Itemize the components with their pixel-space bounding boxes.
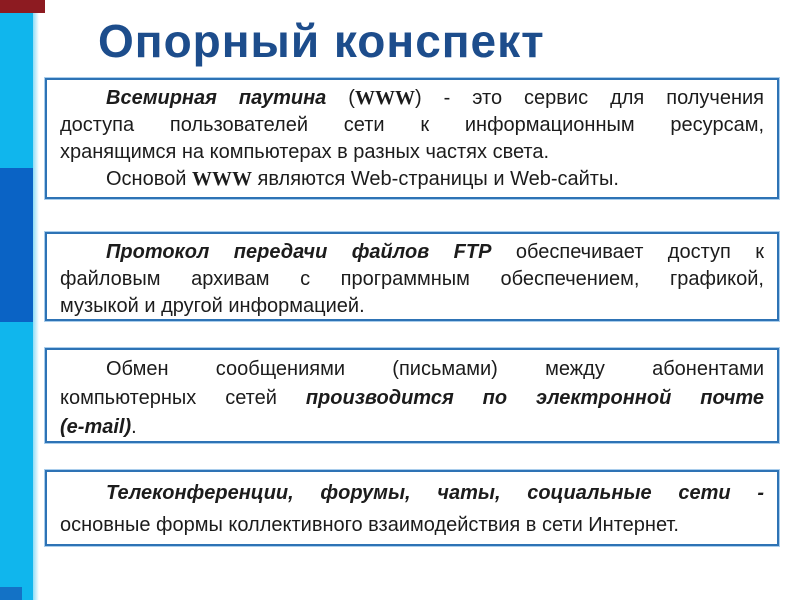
text-line — [60, 509, 764, 541]
text-box-forums — [45, 470, 779, 546]
text-segment-r: Обмен сообщениями (письмами) между абонентами — [106, 358, 764, 380]
text-segment-r: ) - это сервис для получения — [414, 87, 765, 109]
text-line — [60, 293, 764, 320]
text-line — [60, 85, 764, 112]
text-segment-r: доступа пользователей сети к информационным ресурсам, — [60, 114, 764, 136]
text-segment-r: компьютерных сетей — [60, 387, 306, 409]
text-segment-r: Основой — [106, 168, 192, 190]
text-segment-r: музыкой и другой информацией. — [60, 295, 365, 317]
text-box-email — [45, 348, 779, 443]
text-segment-bi: (e-mail) — [60, 416, 132, 438]
text-segment-bi: производится по электронной почте — [305, 387, 765, 409]
text-segment-sb: WWW — [354, 87, 415, 109]
text-line — [60, 239, 764, 266]
text-line — [60, 355, 764, 384]
text-segment-r: хранящимся на компьютерах в разных частях света. — [60, 141, 550, 163]
text-segment-bi: Протокол передачи файлов FTP — [106, 241, 492, 263]
text-line — [60, 112, 764, 139]
text-line — [60, 166, 764, 193]
text-segment-r: . — [131, 416, 137, 438]
text-line — [60, 413, 764, 442]
top-left-red-corner-block — [0, 0, 45, 13]
text-segment-bi: Телеконференции, форумы, чаты, социальные сети - — [106, 482, 764, 504]
text-line — [60, 477, 764, 509]
text-segment-bi: Всемирная паутина — [106, 87, 327, 109]
text-segment-r: файловым архивам с программным обеспечением, графикой, — [60, 268, 764, 290]
left-accent-stripe-edge — [33, 0, 39, 600]
text-line — [60, 139, 764, 166]
text-segment-r: основные формы коллективного взаимодействия в сети Интернет. — [60, 514, 679, 536]
text-segment-r: являются Web-страницы и Web-сайты. — [251, 168, 619, 190]
slide-title: Опорный конспект — [98, 15, 545, 67]
text-segment-sb: WWW — [191, 168, 252, 190]
text-line — [60, 384, 764, 413]
text-box-www — [45, 78, 779, 199]
left-accent-stripe-dark-segment — [0, 168, 33, 322]
bottom-left-blue-corner-block — [0, 587, 22, 600]
text-segment-r: ( — [326, 87, 355, 109]
text-line — [60, 266, 764, 293]
text-segment-r: обеспечивает доступ к — [491, 241, 764, 263]
text-box-ftp — [45, 232, 779, 321]
